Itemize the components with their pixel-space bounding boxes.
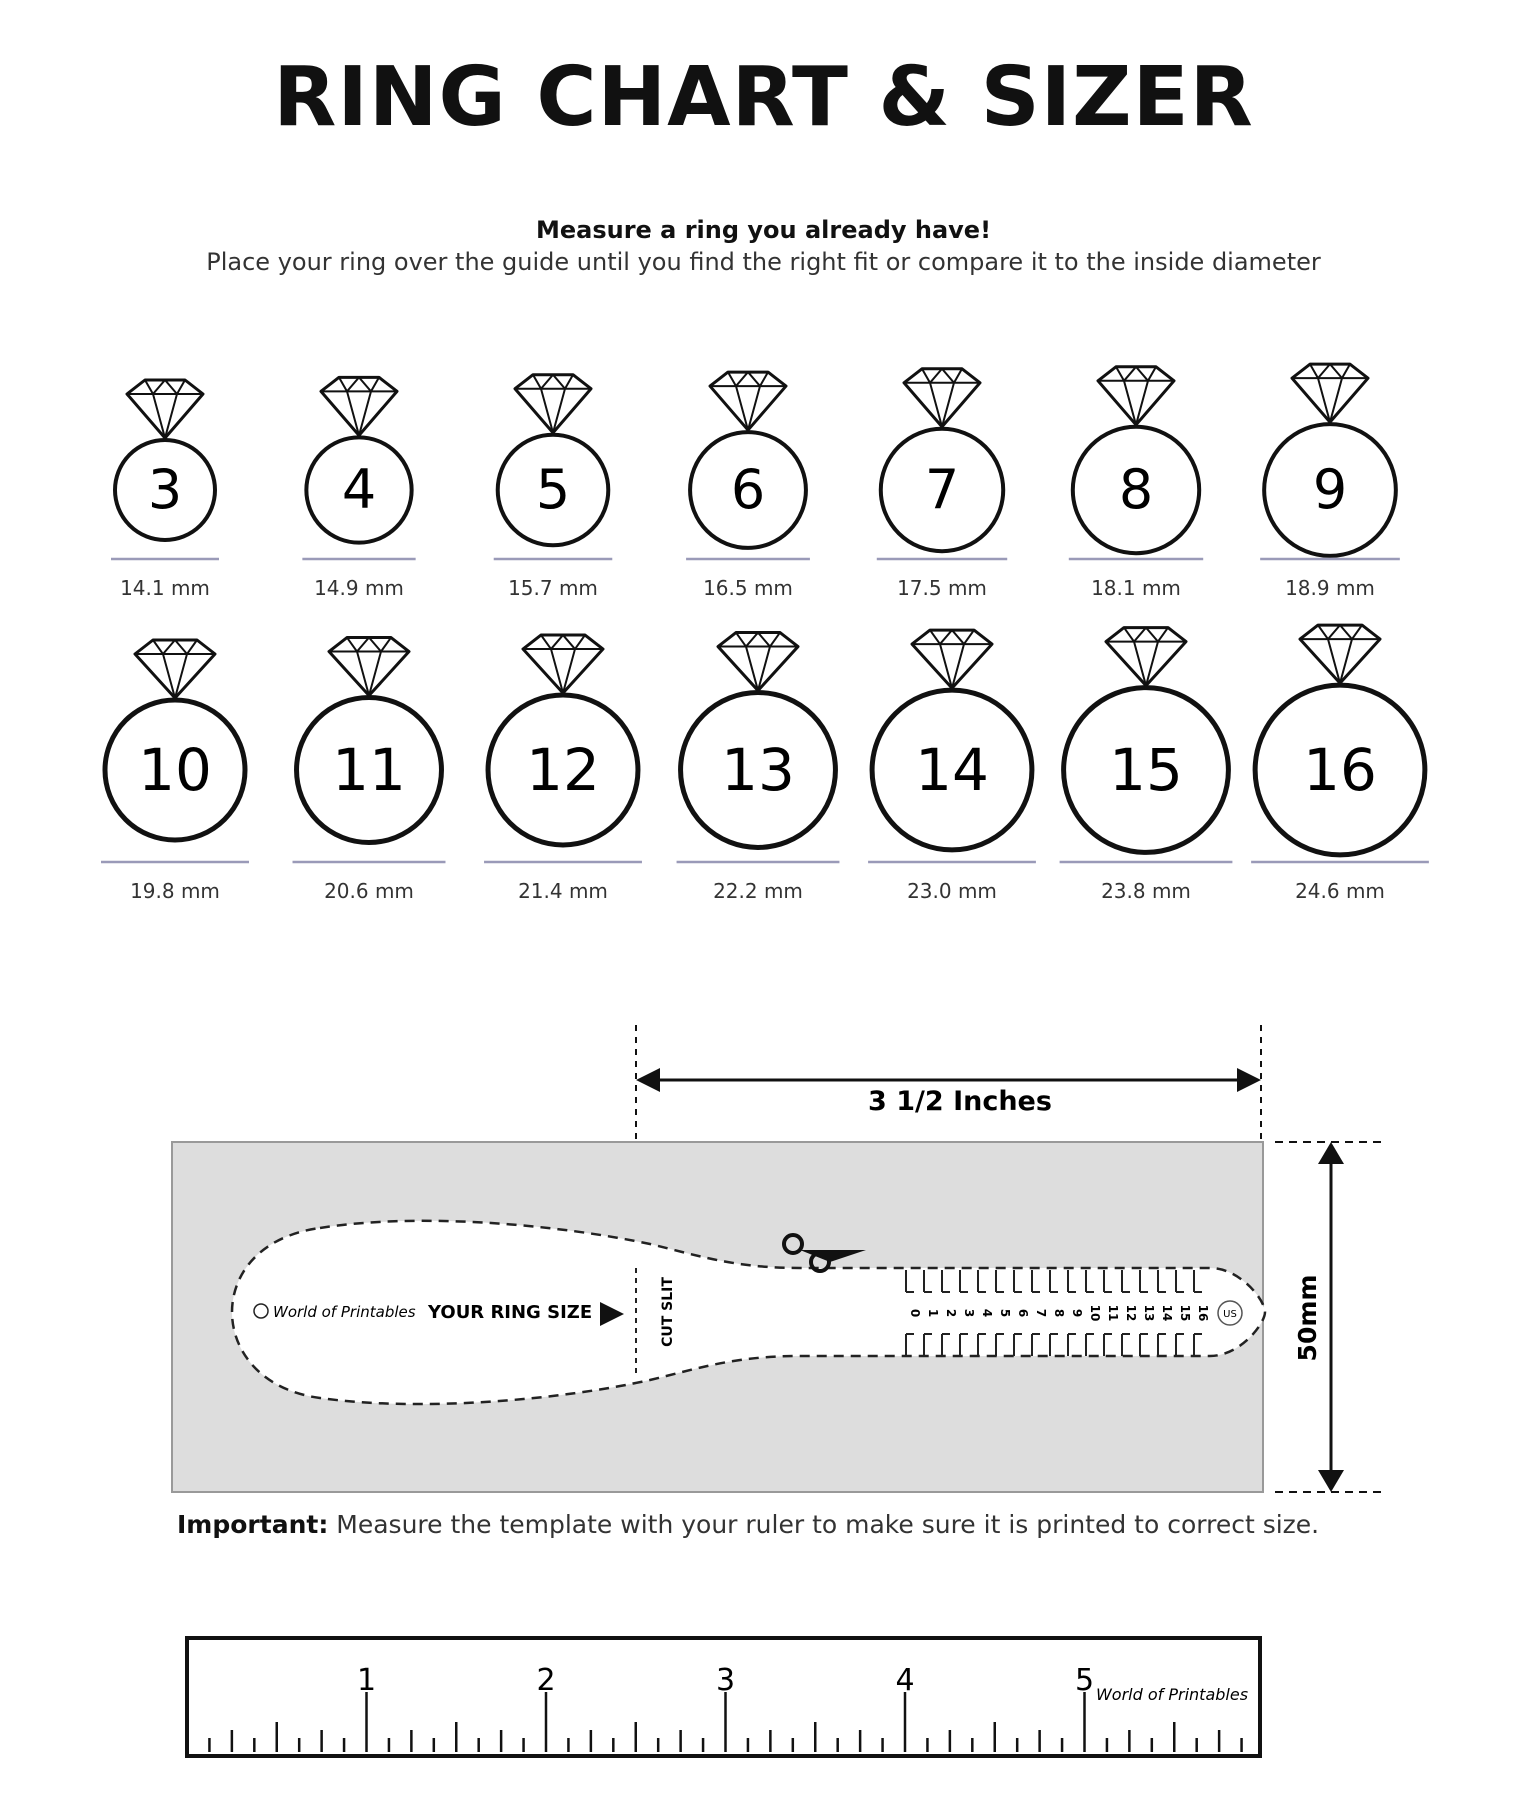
diamond-icon xyxy=(321,377,397,435)
scale-number: 10 xyxy=(1088,1304,1102,1322)
scale-number: 9 xyxy=(1070,1308,1084,1318)
ruler-number: 1 xyxy=(356,1663,377,1698)
important-label: Important: xyxy=(177,1510,329,1539)
diamond-icon xyxy=(515,375,591,433)
ring-size-15 xyxy=(1060,628,1233,903)
scale-number: 15 xyxy=(1178,1304,1192,1322)
ring-size-number: 13 xyxy=(721,736,795,804)
your-ring-size-label: YOUR RING SIZE xyxy=(428,1302,593,1323)
important-note xyxy=(177,1510,1319,1539)
ring-diameter-label: 20.6 mm xyxy=(324,879,414,903)
diamond-icon xyxy=(1098,367,1174,425)
inch-ruler xyxy=(187,1638,1260,1756)
scale-number: 14 xyxy=(1160,1304,1174,1322)
ring-diameter-label: 18.1 mm xyxy=(1091,576,1181,600)
ring-sizer-template xyxy=(172,1025,1385,1492)
ring-size-number: 6 xyxy=(730,458,766,521)
ring-diameter-label: 18.9 mm xyxy=(1285,576,1375,600)
ring-size-number: 5 xyxy=(535,458,571,521)
ring-size-number: 10 xyxy=(138,736,212,804)
ring-diameter-label: 17.5 mm xyxy=(897,576,987,600)
ruler-number: 4 xyxy=(895,1663,915,1698)
ring-size-number: 3 xyxy=(147,458,183,521)
scale-number: 16 xyxy=(1196,1304,1210,1322)
ring-size-guide xyxy=(101,364,1429,903)
diamond-icon xyxy=(1292,364,1368,422)
page-title: RING CHART & SIZER xyxy=(273,50,1254,145)
scale-number: 6 xyxy=(1016,1308,1030,1318)
scale-number: 3 xyxy=(962,1308,976,1318)
unit-badge-label: US xyxy=(1223,1309,1237,1320)
ruler-number: 5 xyxy=(1074,1663,1095,1698)
ring-size-8 xyxy=(1069,367,1203,600)
scale-number: 0 xyxy=(908,1308,922,1318)
arrow-left-icon xyxy=(636,1068,660,1092)
diamond-icon xyxy=(329,638,409,696)
diamond-icon xyxy=(1300,625,1380,683)
scale-number: 7 xyxy=(1034,1308,1048,1318)
ring-size-12 xyxy=(484,635,642,903)
scale-number: 5 xyxy=(998,1308,1012,1318)
scale-number: 1 xyxy=(926,1308,940,1318)
ring-diameter-label: 22.2 mm xyxy=(713,879,803,903)
height-label: 50mm xyxy=(1293,1274,1322,1362)
ring-size-number: 12 xyxy=(526,736,600,804)
width-label: 3 1/2 Inches xyxy=(868,1086,1052,1117)
scale-number: 13 xyxy=(1142,1304,1156,1322)
arrow-up-icon xyxy=(1318,1142,1344,1164)
ring-size-number: 8 xyxy=(1118,458,1154,521)
ruler-brand-logo: World of Printables xyxy=(1095,1685,1249,1704)
diamond-icon xyxy=(912,630,992,688)
ring-size-10 xyxy=(101,640,249,903)
scale-number: 11 xyxy=(1106,1304,1120,1322)
diamond-icon xyxy=(710,372,786,430)
scale-number: 12 xyxy=(1124,1304,1138,1322)
diamond-icon xyxy=(127,380,203,438)
ring-size-3 xyxy=(111,380,219,600)
ring-diameter-label: 24.6 mm xyxy=(1295,879,1385,903)
cut-slit-label: CUT SLIT xyxy=(660,1277,676,1347)
ring-size-4 xyxy=(302,377,415,600)
instruction-heading: Measure a ring you already have! xyxy=(535,216,992,244)
ring-size-13 xyxy=(677,633,840,903)
diamond-icon xyxy=(135,640,215,698)
ring-size-number: 11 xyxy=(332,736,406,804)
scale-number: 8 xyxy=(1052,1308,1066,1318)
ring-diameter-label: 15.7 mm xyxy=(508,576,598,600)
ring-size-number: 14 xyxy=(915,736,989,804)
ruler-number: 3 xyxy=(715,1663,736,1698)
ring-size-number: 9 xyxy=(1312,458,1348,521)
ring-size-number: 16 xyxy=(1303,736,1377,804)
arrow-right-icon xyxy=(1237,1068,1261,1092)
ring-size-11 xyxy=(293,638,446,903)
ring-size-7 xyxy=(877,369,1007,600)
ring-diameter-label: 23.0 mm xyxy=(907,879,997,903)
ring-size-9 xyxy=(1260,364,1400,600)
ring-size-16 xyxy=(1251,625,1429,903)
scale-number: 2 xyxy=(944,1308,958,1318)
scale-number: 4 xyxy=(980,1308,994,1318)
ring-diameter-label: 19.8 mm xyxy=(130,879,220,903)
ring-diameter-label: 23.8 mm xyxy=(1101,879,1191,903)
ring-diameter-label: 14.1 mm xyxy=(120,576,210,600)
diamond-icon xyxy=(904,369,980,427)
diamond-icon xyxy=(523,635,603,693)
diamond-icon xyxy=(1106,628,1186,686)
ring-diameter-label: 14.9 mm xyxy=(314,576,404,600)
ring-size-6 xyxy=(686,372,810,600)
ring-diameter-label: 21.4 mm xyxy=(518,879,608,903)
arrow-down-icon xyxy=(1318,1470,1344,1492)
ring-diameter-label: 16.5 mm xyxy=(703,576,793,600)
ring-size-number: 7 xyxy=(924,458,960,521)
instruction-text: Place your ring over the guide until you find the right fit or compare it to the inside diameter xyxy=(206,248,1321,276)
ring-size-14 xyxy=(868,630,1036,903)
strip-brand-logo: World of Printables xyxy=(273,1303,416,1321)
important-text: Measure the template with your ruler to make sure it is printed to correct size. xyxy=(328,1510,1320,1539)
diamond-icon xyxy=(718,633,798,691)
ring-size-5 xyxy=(494,375,613,600)
ring-size-number: 4 xyxy=(341,458,377,521)
ring-size-number: 15 xyxy=(1109,736,1183,804)
ruler-number: 2 xyxy=(536,1663,556,1698)
